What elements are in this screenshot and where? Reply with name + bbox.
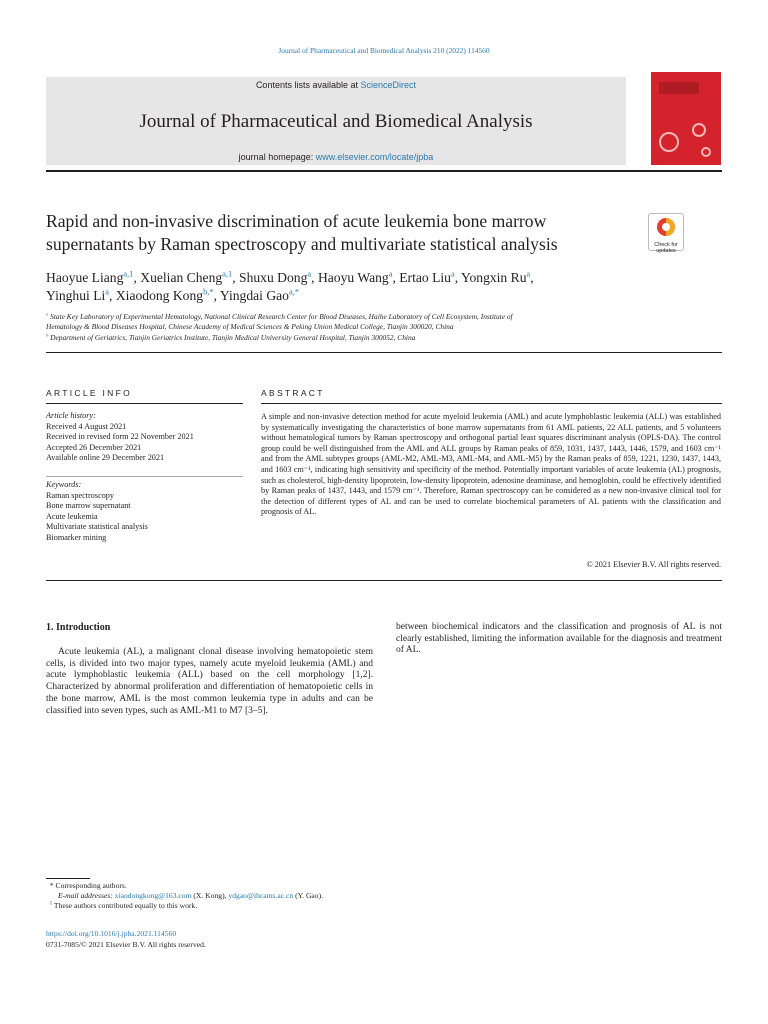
- author-affiliation-mark[interactable]: a: [307, 268, 312, 279]
- intro-right-column: between biochemical indicators and the classification and prognosis of AL is not clearly established, limiting the information available for the diagnosis and treatment of AL.: [396, 622, 722, 656]
- contents-line: Contents lists available at ScienceDirect: [255, 80, 417, 90]
- affiliations: $^a$ State Key Laboratory of Experimental Hematology, National Clinical Research Center for Blood Diseases, Haihe Laboratory of Cell Ecosystem, Institute of Hematology & Blood Diseases Hospital, Chinese Academy of Medical Sciences & Peking Union Medical College, Tianjin 300020, China $^b$ Department of Geriatrics, Tianjin Geriatrics Institute, Tianjin Medical University General Hospital, Tianjin 300052, China: [46, 311, 513, 342]
- keyword-item: Acute leukemia: [46, 511, 98, 521]
- intro-heading: 1. Introduction: [46, 622, 111, 633]
- history-item: Received in revised form 22 November 2021: [46, 432, 194, 442]
- authors-line-2: Yinghui Li$^a$, Xiaodong Kong$^{b,*}$, Yingdai Gao$^{a,*}$: [46, 286, 300, 303]
- author-name[interactable]: Ertao Liu: [399, 270, 451, 285]
- author-name[interactable]: Yingdai Gao: [219, 288, 289, 303]
- author-name[interactable]: Haoyu Wang: [317, 270, 389, 285]
- abstract-heading: ABSTRACT: [261, 388, 325, 398]
- doi-link[interactable]: https://doi.org/10.1016/j.jpba.2021.114560: [46, 929, 177, 938]
- article-info-heading: ARTICLE INFO: [46, 388, 133, 398]
- check-updates-icon: [656, 217, 676, 237]
- footnotes: * Corresponding authors. E-mail addresses: xiaodongkong@163.com (X. Kong), ydgao@ihcams.ac.cn (Y. Gao). $^1$ These authors contributed equally to this work.: [46, 881, 324, 911]
- author-affiliation-mark[interactable]: a: [388, 268, 393, 279]
- check-updates-label: Check for updates: [654, 242, 678, 254]
- history-item: Received 4 August 2021: [46, 421, 127, 431]
- author-affiliation-mark[interactable]: a: [105, 286, 110, 297]
- journal-cover-image: [651, 72, 721, 165]
- header-rule: [46, 352, 722, 353]
- footnote-rule: [46, 878, 90, 879]
- abstract-rule: [261, 403, 722, 404]
- author-name[interactable]: Shuxu Dong: [239, 270, 308, 285]
- author-name[interactable]: Yongxin Ru: [461, 270, 527, 285]
- issn-line: 0731-7085/© 2021 Elsevier B.V. All rights reserved.: [46, 940, 206, 949]
- check-for-updates-badge[interactable]: [648, 213, 684, 254]
- info-rule: [46, 403, 243, 404]
- author-name[interactable]: Xiaodong Kong: [115, 288, 204, 303]
- email-gao-link[interactable]: ydgao@ihcams.ac.cn: [228, 891, 294, 901]
- author-affiliation-mark[interactable]: a,1: [222, 268, 233, 279]
- author-name[interactable]: Xuelian Cheng: [140, 270, 223, 285]
- masthead-rule: [46, 170, 722, 172]
- author-affiliation-mark[interactable]: a,*: [288, 286, 300, 297]
- journal-citation[interactable]: Journal of Pharmaceutical and Biomedical Analysis 210 (2022) 114560: [278, 46, 490, 55]
- keyword-item: Multivariate statistical analysis: [46, 522, 148, 532]
- keywords-rule: [46, 476, 243, 477]
- email-kong-link[interactable]: xiaodongkong@163.com: [114, 891, 192, 901]
- keyword-item: Biomarker mining: [46, 532, 107, 542]
- abstract-copyright: © 2021 Elsevier B.V. All rights reserved.: [586, 560, 721, 569]
- keyword-item: Bone marrow supernatant: [46, 501, 131, 511]
- authors-line-1: Haoyue Liang$^{a,1}$, Xuelian Cheng$^{a,1}$, Shuxu Dong$^a$, Haoyu Wang$^a$, Ertao Liu$^a$, Yongxin Ru$^a$,: [46, 268, 534, 285]
- author-name[interactable]: Yinghui Li: [46, 288, 106, 303]
- author-affiliation-mark[interactable]: a: [450, 268, 455, 279]
- journal-homepage: journal homepage: www.elsevier.com/locate/jpba: [238, 152, 434, 162]
- sciencedirect-link[interactable]: ScienceDirect: [360, 80, 417, 90]
- keywords: Keywords: Raman spectroscopy Bone marrow supernatant Acute leukemia Multivariate statistical analysis Biomarker mining: [46, 480, 246, 544]
- keyword-item: Raman spectroscopy: [46, 490, 114, 500]
- author-affiliation-mark[interactable]: a,1: [123, 268, 134, 279]
- intro-left-column: Acute leukemia (AL), a malignant clonal disease involving hematopoietic stem cells, is divided into two major types, namely acute myeloid leukemia (AML) and acute lymphoblastic leukemia (ALL) based on the cell morphology [1,2]. Characterized by abnormal proliferation and differentiation of hematopoietic cells in the bone marrow, AML is the most common leukemia type in adults and can be classified into seven types, such as AML-M1 to M7 [3–5].: [46, 647, 373, 716]
- abstract-text: A simple and non-invasive detection method for acute myeloid leukemia (AML) and acute lymphoblastic leukemia (ALL) was established by systematically investigating the characteristics of bone marrow supernatants from 61 AML patients, 22 ALL patients, and 5 volunteers without hematological tumors by Raman spectroscopy and orthogonal partial least squares discriminant analysis (OPLS-DA). The control group could be well distinguished from the AML and ALL groups by Raman peaks of 859, 1031, 1437, 1443, 1446, 1579, and 1603 cm⁻¹ and from the AML subtypes groups (AML-M2, AML-M3, AML-M4, and AML-M5) by the Raman peaks of 859, 1221, 1230, 1437, 1443, and 1603 cm⁻¹, indicating high sensitivity and specificity of the method. Potentially important variables of acute leukemia (AL) prognosis, such as cholesterol, high-density lipoprotein, low-density lipoprotein, adenosine deaminase, and hemoglobin, could be effectively identified by Raman peaks of 1437, 1443, and 1579 cm⁻¹. Therefore, Raman spectroscopy can be considered as a new non-invasive clinical tool for the detection of different types of AL and can be used to correlate biochemical parameters of AL patients with the classification and prognosis of AL.: [261, 412, 721, 517]
- author-list: [46, 269, 666, 305]
- author-name[interactable]: Haoyue Liang: [46, 270, 124, 285]
- author-affiliation-mark[interactable]: a: [526, 268, 531, 279]
- homepage-link[interactable]: www.elsevier.com/locate/jpba: [315, 152, 434, 162]
- article-history: Article history: Received 4 August 2021 Received in revised form 22 November 2021 Accepted 26 December 2021 Available online 29 December 2021: [46, 411, 246, 464]
- history-item: Available online 29 December 2021: [46, 453, 165, 463]
- author-affiliation-mark[interactable]: b,*: [203, 286, 214, 297]
- history-item: Accepted 26 December 2021: [46, 442, 142, 452]
- abstract-bottom-rule: [46, 580, 722, 581]
- journal-masthead: [46, 77, 626, 165]
- article-title: Rapid and non-invasive discrimination of acute leukemia bone marrow supernatants by Raman spectroscopy and multivariate statistical analysis: [46, 211, 558, 254]
- journal-title: Journal of Pharmaceutical and Biomedical Analysis: [139, 111, 533, 132]
